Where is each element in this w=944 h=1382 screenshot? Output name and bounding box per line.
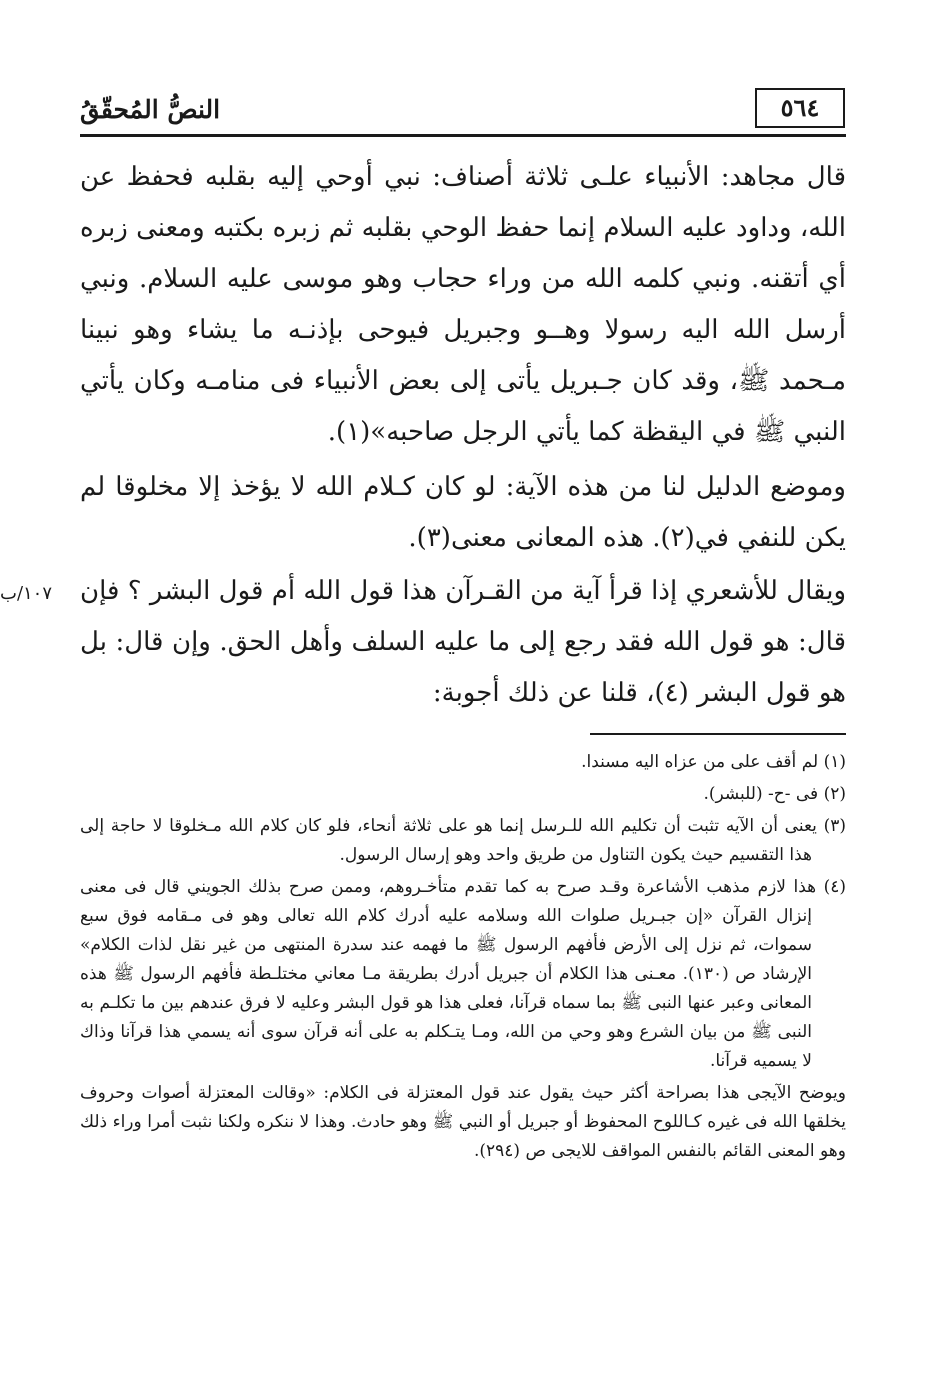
body-paragraph-2: وموضع الدليل لنا من هذه الآية: لو كان كـلام الله لا يؤخذ إلا مخلوقا لم يكن للنفي في(٢). هذه المعانى معنى(٣). (80, 472, 846, 553)
header-divider (80, 134, 846, 137)
footnote-1: (١) لم أقف على من عزاه اليه مسندا. (581, 752, 846, 772)
footnote-2: (٢) فى -ح- (للبشر). (703, 784, 846, 804)
running-header-title: النصُّ المُحقّقُ (80, 95, 221, 124)
footnote-4-continuation: ويوضح الآيجى هذا بصراحة أكثر حيث يقول عند قول المعتزلة فى الكلام: «وقالت المعتزلة أصوات وحروف يخلقها الله فى غيره كـاللوح المحفوظ أو جبريل أو النبي ﷺ وهو حادث. وهذا لا ننكره ولكنا نثبت أمرا وراء ذلك وهو المعنى القائم بالنفس المواقف للايجى ص (٢٩٤). (80, 1083, 846, 1161)
page-number: ٥٦٤ (755, 88, 845, 128)
body-paragraph-1: قال مجاهد: الأنبياء علـى ثلاثة أصناف: نبي أوحي إليه بقلبه فحفظ عن الله، وداود عليه السلام إنما حفظ الوحي بقلبه ثم زبره بكتبه ومعنى زبره أي أتقنه. ونبي كلمه الله من وراء حجاب وهو موسى عليه السلام. ونبي أرسل الله اليه رسولا وهــو وجبريل فيوحى بإذنـه ما يشاء وهو نبينا مـحمد ﷺ، وقد كان جـبريل يأتى إلى بعض الأنبياء فى منامـه وكان يأتي النبي ﷺ في اليقظة كما يأتي الرجل صاحبه»(١). (80, 162, 846, 447)
body-paragraph-3: ويقال للأشعري إذا قرأ آية من القـرآن هذا قول الله أم قول البشر ؟ فإن قال: هو قول الله فقد رجع إلى ما عليه السلف وأهل الحق. وإن قال: بل هو قول البشر (٤)، قلنا عن ذلك أجوبة: (80, 576, 846, 708)
footnote-3: (٣) يعنى أن الآيه تثبت أن تكليم الله للـرسل إنما هو على ثلاثة أنحاء، فلو كان كلام الله مـخلوقا لا حاجة إلى هذا التقسيم حيث يكون التناول من طريق واحد وهو إرسال الرسول. (80, 816, 846, 865)
footnotes-section (80, 748, 846, 1166)
manuscript-folio-note: ١٠٧/ب (0, 583, 53, 604)
footnote-4: (٤) هذا لازم مذهب الأشاعرة وقـد صرح به كما تقدم متأخـروهم، وممن صرح بذلك الجويني قال فى معنى إنزال القرآن «إن جبـريل صلوات الله وسلامه عليه أدرك كلام الله تعالى وهو فى مـقامه فوق سبع سموات، ثم نزل إلى الأرض فأفهم الرسول ﷺ ما فهمه عند سدرة المنتهى من غير نقل لذات الكلام» الإرشاد ص (١٣٠). معـنى هذا الكلام أن جبريل أدرك بطريقة مـا معاني مختلـطة فأفهم الرسول ﷺ هذه المعانى وعبر عنها النبى ﷺ بما سماه قرآنا، فعلى هذا هو قول البشر وعليه لا فرق عندهم بين ما تكلـم به النبى ﷺ من بيان الشرع وهو وحي من الله، ومـا يتـكلم به على أنه قرآن سوى أنه يسمي هذا قرآنا وذاك لا يسميه قرآنا. (80, 877, 846, 1071)
footnote-divider (590, 733, 846, 735)
